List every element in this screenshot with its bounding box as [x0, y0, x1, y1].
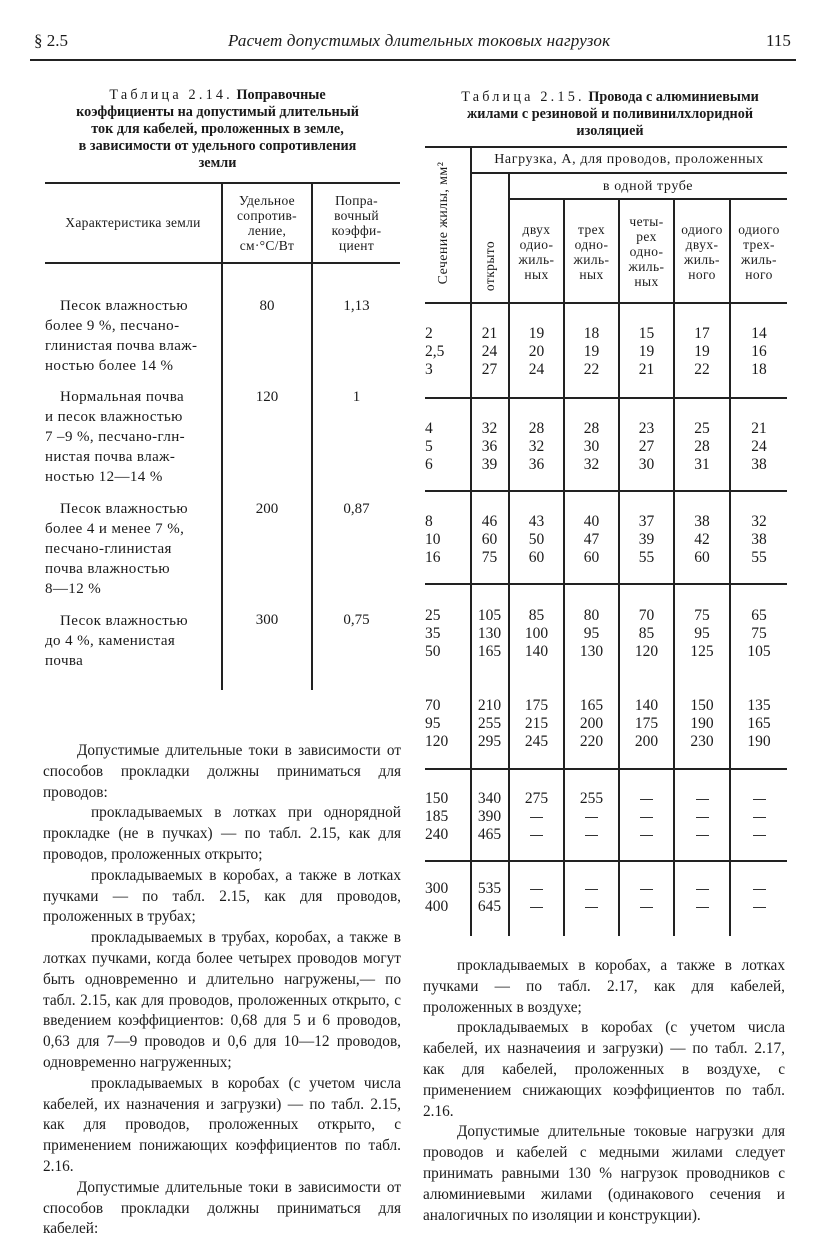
- cell-open: [471, 513, 508, 567]
- cell-value: 645: [477, 898, 502, 915]
- cell-value: 36: [481, 438, 498, 455]
- empty-dash: [640, 799, 653, 800]
- cell-value: 39: [638, 531, 655, 548]
- section-number: § 2.5: [34, 31, 68, 50]
- cell-value: 190: [747, 733, 771, 750]
- cell-value: 8: [425, 513, 433, 530]
- group-rule: [425, 490, 787, 492]
- cell-value: 95: [425, 715, 441, 732]
- cell-value: 85: [528, 607, 545, 624]
- empty-dash: [640, 907, 653, 908]
- cell-value: 50: [425, 643, 441, 660]
- empty-dash: [530, 889, 543, 890]
- cell-open: [471, 607, 508, 661]
- cell-value: 60: [583, 549, 600, 566]
- cell-value: 25: [425, 607, 441, 624]
- cell-value: 60: [694, 549, 710, 566]
- cell-value: 28: [583, 420, 600, 437]
- cell-two-single: [510, 420, 563, 474]
- empty-dash: [696, 817, 709, 818]
- cell-value: 185: [425, 808, 449, 825]
- empty-dash: [640, 817, 653, 818]
- caption-label: Таблица 2.14.: [109, 87, 233, 103]
- cell-value: 28: [694, 438, 710, 455]
- cell-value: 19: [528, 325, 545, 342]
- empty-dash: [530, 835, 543, 836]
- cell-one-two-core: [675, 880, 729, 916]
- caption-label: Таблица 2.15.: [461, 89, 585, 105]
- cell-value: 43: [528, 513, 545, 530]
- cell-value: 19: [694, 343, 710, 360]
- empty-dash: [530, 907, 543, 908]
- page-number: 115: [766, 31, 791, 50]
- cell-value: 4: [425, 420, 433, 437]
- cell-value: 105: [747, 643, 771, 660]
- paragraph: прокладываемых в коробах (с учетом числа кабелей, их назначеиия и загрузки) — по табл. 2.17, как для кабелей, проложенных в воздухе, с применением снижающих коэффициентов по табл. 2.16.: [423, 1019, 785, 1120]
- cell-four-single: [620, 420, 673, 474]
- cell-value: 55: [638, 549, 655, 566]
- column-header-open: открыто: [482, 240, 497, 292]
- cell-value: 120: [425, 733, 449, 750]
- cell-section: [425, 325, 469, 379]
- cell-section: [425, 697, 469, 751]
- cell-value: 39: [481, 456, 498, 473]
- cell-one-three-core: [731, 790, 787, 844]
- cell-two-single: [510, 790, 563, 844]
- table-row-desc: Песок влажностью более 4 и менее 7 %, песчано-глинистая почва влажностью 8—12 %: [45, 501, 189, 597]
- cell-value: 220: [579, 733, 604, 750]
- cell-value: 38: [751, 456, 767, 473]
- header-rule: [30, 59, 796, 61]
- column-header-four-single: четы- рех одно- жиль- ных: [628, 214, 665, 289]
- column-header-section: Сечение жилы, мм²: [436, 161, 451, 285]
- cell-value: 200: [579, 715, 604, 732]
- cell-one-two-core: [675, 325, 729, 379]
- cell-value: 140: [524, 643, 549, 660]
- cell-four-single: [620, 790, 673, 844]
- cell-value: 20: [528, 343, 545, 360]
- coefficient-value: 1: [352, 389, 361, 405]
- header-pipe-group: в одной трубе: [602, 179, 694, 194]
- cell-value: 3: [425, 361, 433, 378]
- column-header-soil: Характеристика земли: [65, 215, 201, 230]
- empty-dash: [696, 889, 709, 890]
- cell-value: 295: [477, 733, 502, 750]
- cell-value: 32: [528, 438, 545, 455]
- cell-value: 240: [425, 826, 449, 843]
- empty-dash: [640, 889, 653, 890]
- pipe-group-rule: [509, 198, 787, 200]
- cell-value: 165: [477, 643, 502, 660]
- cell-value: 42: [694, 531, 710, 548]
- cell-four-single: [620, 607, 673, 661]
- cell-one-three-core: [731, 880, 787, 916]
- column-header-one-three-core: одиого трех- жиль- ного: [738, 222, 780, 282]
- header-load-group: Нагрузка, А, для проводов, проложенных: [494, 152, 764, 167]
- cell-value: 60: [528, 549, 545, 566]
- cell-value: 140: [634, 697, 659, 714]
- cell-three-single: [565, 420, 618, 474]
- coefficient-value: 1,13: [343, 298, 370, 314]
- cell-value: 75: [751, 625, 767, 642]
- cell-value: 37: [638, 513, 655, 530]
- cell-one-two-core: [675, 420, 729, 474]
- cell-value: 10: [425, 531, 441, 548]
- cell-value: 275: [524, 790, 549, 807]
- paragraph: Допустимые длительные токовые нагрузки для проводов и кабелей с медными жилами следует принимать равными 130 % нагрузок проводников с алюминиевыми жилами (одинакового сечения и аналогичных по изоляции и конструкции).: [423, 1123, 785, 1224]
- cell-value: 24: [751, 438, 767, 455]
- cell-value: 340: [477, 790, 502, 807]
- cell-value: 230: [690, 733, 714, 750]
- empty-dash: [753, 799, 766, 800]
- cell-three-single: [565, 325, 618, 379]
- cell-value: 22: [583, 361, 600, 378]
- cell-value: 28: [528, 420, 545, 437]
- cell-value: 80: [583, 607, 600, 624]
- cell-value: 105: [477, 607, 502, 624]
- cell-value: 535: [477, 880, 502, 897]
- cell-value: 130: [579, 643, 604, 660]
- empty-dash: [753, 835, 766, 836]
- cell-value: 38: [751, 531, 767, 548]
- cell-open: [471, 325, 508, 379]
- body-text-right: [423, 956, 785, 1226]
- cell-value: 400: [425, 898, 449, 915]
- cell-three-single: [565, 790, 618, 844]
- table-header-rule: [425, 302, 787, 304]
- group-rule: [425, 768, 787, 770]
- table-2-14-caption: Таблица 2.14. Поправочные коэффициенты на допустимый длительный ток для кабелей, проложенных в земле, в зависимости от удельного сопротивления земли: [76, 87, 359, 171]
- group-rule: [425, 583, 787, 585]
- cell-value: 70: [425, 697, 441, 714]
- cell-three-single: [565, 697, 618, 751]
- cell-section: [425, 420, 469, 474]
- column-header-coefficient: Попра- вочный коэффи- циент: [331, 193, 382, 253]
- cell-value: 19: [583, 343, 600, 360]
- cell-three-single: [565, 513, 618, 567]
- empty-dash: [696, 907, 709, 908]
- cell-value: 15: [638, 325, 655, 342]
- cell-value: 46: [481, 513, 498, 530]
- cell-value: 75: [694, 607, 710, 624]
- paragraph: Допустимые длительные токи в зависимости от способов прокладки должны приниматься для проводов:: [43, 742, 401, 801]
- cell-one-three-core: [731, 513, 787, 567]
- cell-value: 200: [634, 733, 659, 750]
- cell-value: 2,5: [425, 343, 445, 360]
- cell-value: 5: [425, 438, 433, 455]
- cell-four-single: [620, 697, 673, 751]
- cell-value: 40: [583, 513, 600, 530]
- empty-dash: [530, 817, 543, 818]
- cell-one-three-core: [731, 697, 787, 751]
- cell-one-three-core: [731, 325, 787, 379]
- cell-value: 18: [583, 325, 600, 342]
- cell-value: 16: [751, 343, 767, 360]
- cell-value: 300: [425, 880, 449, 897]
- empty-dash: [585, 835, 598, 836]
- table-top-rule: [45, 182, 400, 184]
- cell-value: 175: [524, 697, 549, 714]
- cell-value: 18: [751, 361, 767, 378]
- cell-four-single: [620, 880, 673, 916]
- cell-value: 390: [477, 808, 502, 825]
- cell-four-single: [620, 325, 673, 379]
- cell-one-two-core: [675, 513, 729, 567]
- cell-value: 60: [481, 531, 498, 548]
- coefficient-value: 0,87: [343, 501, 370, 517]
- cell-three-single: [565, 880, 618, 916]
- cell-value: 6: [425, 456, 433, 473]
- column-header-one-two-core: одиого двух- жиль- ного: [681, 222, 723, 282]
- column-header-three-single: трех одно- жиль- ных: [573, 222, 610, 282]
- cell-value: 16: [425, 549, 441, 566]
- cell-value: 120: [634, 643, 659, 660]
- cell-one-three-core: [731, 420, 787, 474]
- cell-open: [471, 790, 508, 844]
- empty-dash: [696, 835, 709, 836]
- cell-value: 27: [638, 438, 655, 455]
- cell-value: 70: [638, 607, 655, 624]
- table-header-rule: [45, 262, 400, 264]
- empty-dash: [753, 817, 766, 818]
- cell-value: 190: [690, 715, 714, 732]
- cell-value: 47: [583, 531, 600, 548]
- cell-two-single: [510, 513, 563, 567]
- empty-dash: [585, 817, 598, 818]
- table-top-rule: [425, 146, 787, 148]
- cell-value: 22: [694, 361, 710, 378]
- resistance-value: 200: [255, 501, 279, 517]
- cell-section: [425, 607, 469, 661]
- cell-value: 17: [694, 325, 710, 342]
- paragraph: прокладываемых в коробах (с учетом числа кабелей, их назначения и загрузки) — по табл. 2.15, как для проводов, проложенных открыто, с применением понижающих коэффициентов по табл. 2.16.: [43, 1074, 401, 1175]
- cell-one-three-core: [731, 607, 787, 661]
- paragraph: прокладываемых в трубах, коробах, а также в лотках пучками, когда более четырех проводов могут быть одновременно и длительно нагружены,— по табл. 2.15, как для проводов, проложенных открыто, с введением коэффициентов: 0,68 для 5 и 6 проводов, 0,63 для 7—9 проводов и 0,6 для 10—12 проводов, одновременно нагруженных;: [43, 929, 401, 1071]
- column-header-resistance: Удельное сопротив- ление, см·°С/Вт: [237, 193, 297, 253]
- empty-dash: [753, 907, 766, 908]
- cell-value: 255: [477, 715, 502, 732]
- cell-value: 23: [638, 420, 655, 437]
- cell-value: 65: [751, 607, 767, 624]
- cell-open: [471, 420, 508, 474]
- resistance-value: 300: [255, 612, 279, 628]
- load-group-rule: [471, 172, 787, 174]
- body-text-left: [43, 741, 401, 1240]
- cell-value: 210: [477, 697, 502, 714]
- cell-value: 50: [528, 531, 545, 548]
- cell-value: 125: [690, 643, 714, 660]
- cell-open: [471, 880, 508, 916]
- table-row-desc: Нормальная почва и песок влажностью 7 –9 %, песчано-глн- нистая почва влаж- ностью 12—14 %: [45, 389, 186, 485]
- cell-value: 165: [579, 697, 604, 714]
- cell-value: 465: [477, 826, 502, 843]
- cell-value: 21: [481, 325, 498, 342]
- table-2-15-caption: Таблица 2.15. Провода с алюминиевыми жилами с резиновой и поливинилхлоридной изоляцией: [461, 89, 759, 139]
- empty-dash: [585, 889, 598, 890]
- cell-value: 175: [634, 715, 659, 732]
- cell-two-single: [510, 325, 563, 379]
- empty-dash: [696, 799, 709, 800]
- cell-value: 21: [751, 420, 767, 437]
- cell-two-single: [510, 697, 563, 751]
- cell-value: 32: [751, 513, 767, 530]
- cell-value: 75: [481, 549, 498, 566]
- cell-value: 95: [694, 625, 710, 642]
- cell-value: 25: [694, 420, 710, 437]
- cell-two-single: [510, 607, 563, 661]
- cell-value: 215: [524, 715, 549, 732]
- cell-value: 36: [528, 456, 545, 473]
- cell-value: 30: [583, 438, 600, 455]
- cell-value: 19: [638, 343, 655, 360]
- cell-value: 165: [747, 715, 771, 732]
- cell-one-two-core: [675, 607, 729, 661]
- cell-value: 150: [425, 790, 449, 807]
- cell-value: 24: [528, 361, 545, 378]
- group-rule: [425, 860, 787, 862]
- cell-open: [471, 697, 508, 751]
- cell-value: 38: [694, 513, 710, 530]
- table-row-desc: Песок влажностью более 9 %, песчано- глинистая почва влаж- ностью более 14 %: [45, 298, 198, 374]
- cell-value: 31: [694, 456, 710, 473]
- cell-value: 30: [638, 456, 655, 473]
- cell-value: 32: [583, 456, 600, 473]
- cell-section: [425, 790, 469, 844]
- cell-value: 14: [751, 325, 767, 342]
- cell-value: 35: [425, 625, 441, 642]
- cell-two-single: [510, 880, 563, 916]
- paragraph: Допустимые длительные токи в зависимости от способов прокладки должны приниматься для кабелей:: [43, 1178, 401, 1238]
- cell-value: 32: [481, 420, 498, 437]
- group-rule: [425, 397, 787, 399]
- resistance-value: 120: [255, 389, 279, 405]
- cell-section: [425, 513, 469, 567]
- cell-value: 245: [524, 733, 549, 750]
- paragraph: прокладываемых в коробах, а также в лотках пучками — по табл. 2.15, как для проводов, проложенных в трубах;: [43, 866, 401, 926]
- table-row-desc: Песок влажностью до 4 %, каменистая почва: [45, 613, 189, 669]
- cell-value: 85: [638, 625, 655, 642]
- empty-dash: [640, 835, 653, 836]
- cell-value: 24: [481, 343, 498, 360]
- empty-dash: [753, 889, 766, 890]
- empty-dash: [585, 907, 598, 908]
- resistance-value: 80: [259, 298, 275, 314]
- column-header-two-single: двух одио- жиль- ных: [518, 222, 555, 282]
- coefficient-value: 0,75: [343, 612, 370, 628]
- cell-section: [425, 880, 469, 916]
- cell-three-single: [565, 607, 618, 661]
- cell-value: 130: [477, 625, 502, 642]
- cell-value: 27: [481, 361, 498, 378]
- cell-four-single: [620, 513, 673, 567]
- cell-value: 21: [638, 361, 655, 378]
- cell-one-two-core: [675, 697, 729, 751]
- paragraph: прокладываемых в лотках при однорядной прокладке (не в пучках) — по табл. 2.15, как для проводов, проложенных открыто;: [43, 804, 401, 863]
- cell-value: 135: [747, 697, 771, 714]
- running-title: Расчет допустимых длительных токовых нагрузок: [228, 31, 611, 50]
- cell-value: 150: [690, 697, 714, 714]
- cell-value: 255: [579, 790, 604, 807]
- cell-one-two-core: [675, 790, 729, 844]
- cell-value: 55: [751, 549, 767, 566]
- cell-value: 95: [583, 625, 600, 642]
- cell-value: 100: [524, 625, 549, 642]
- paragraph: прокладываемых в коробах, а также в лотках пучками — по табл. 2.17, как для кабелей, проложенных в воздухе;: [423, 957, 785, 1016]
- cell-value: 2: [425, 325, 433, 342]
